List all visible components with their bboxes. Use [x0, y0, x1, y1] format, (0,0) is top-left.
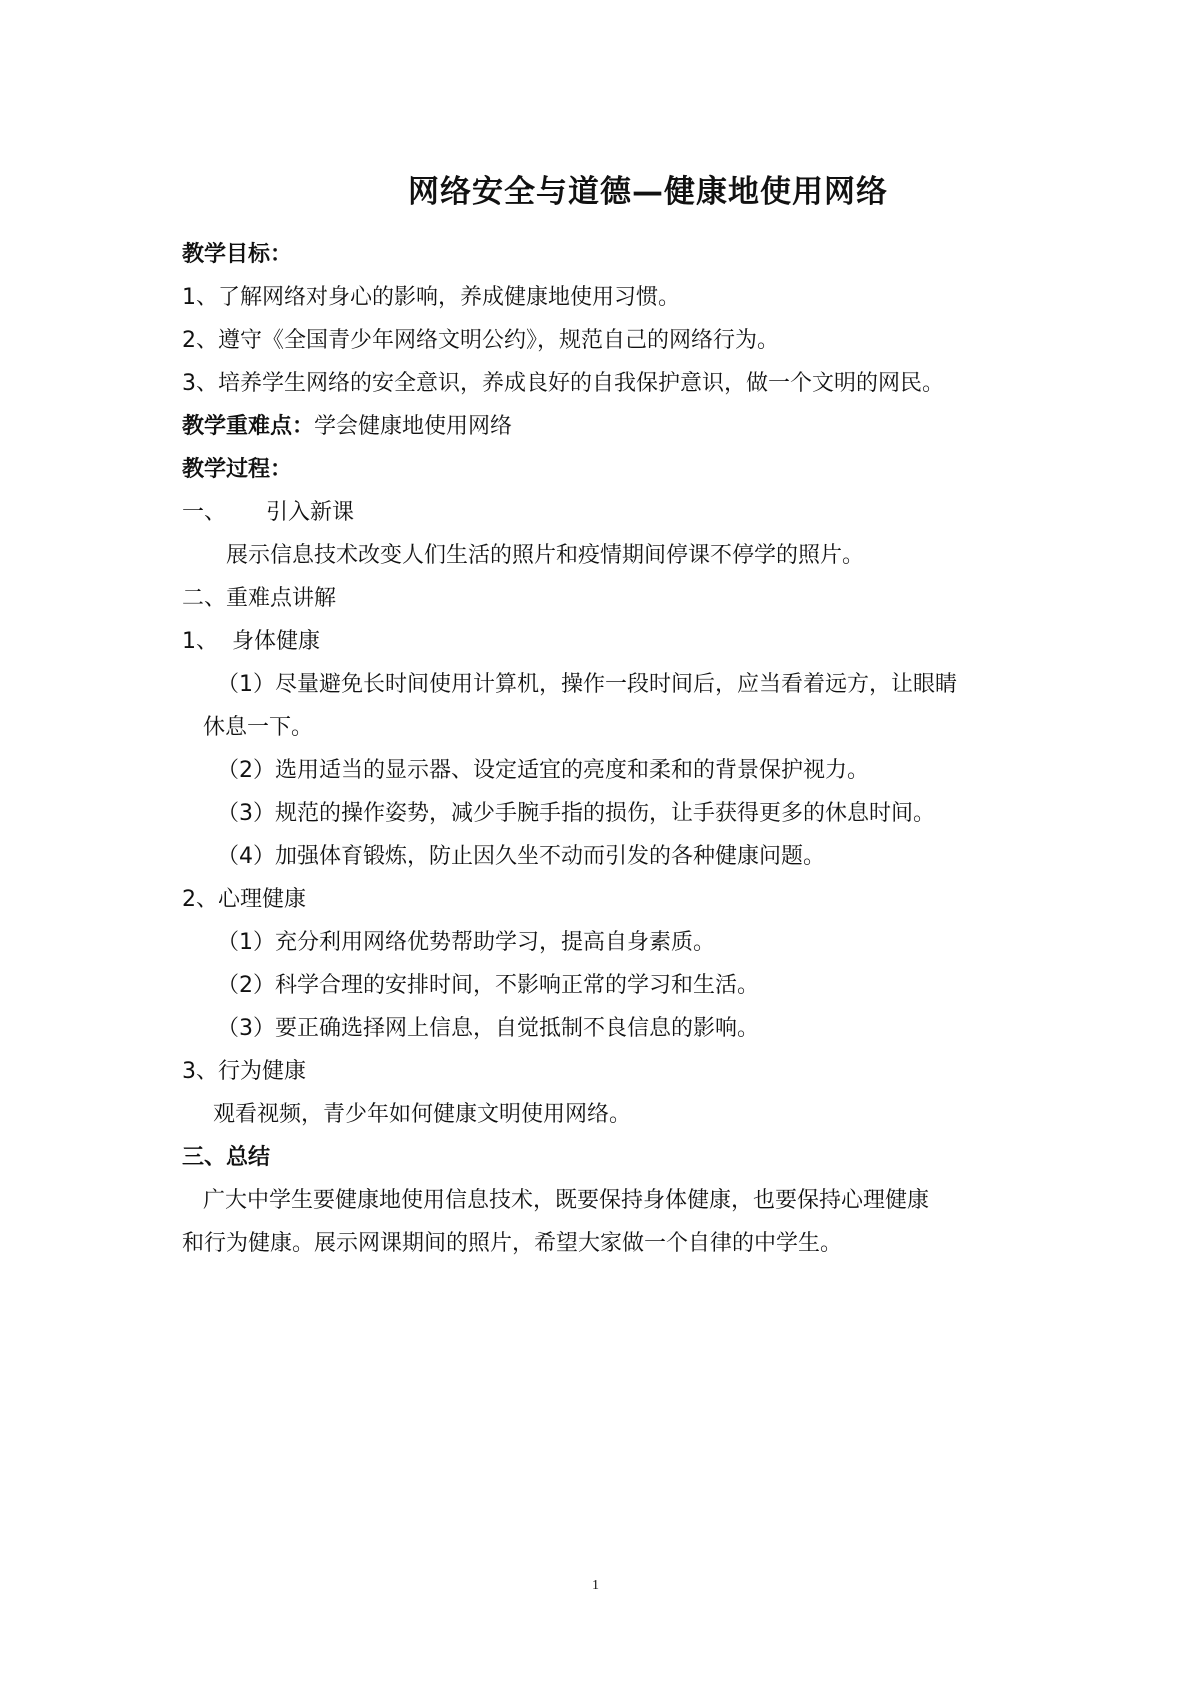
mental-item-1: （1）充分利用网络优势帮助学习，提高自身素质。: [217, 930, 715, 955]
summary-line-1: 广大中学生要健康地使用信息技术，既要保持身体健康，也要保持心理健康: [203, 1188, 930, 1213]
behavior-heading: 3、行为健康: [182, 1059, 306, 1084]
objectives-heading: 教学目标：: [182, 242, 293, 267]
key-points-text: 学会健康地使用网络: [314, 414, 513, 439]
mental-item-3: （3）要正确选择网上信息，自觉抵制不良信息的影响。: [217, 1016, 759, 1041]
objective-item-1: 1、了解网络对身心的影响，养成健康地使用习惯。: [182, 285, 680, 310]
mental-heading: 2、心理健康: [182, 887, 306, 912]
section1-heading: [182, 498, 354, 528]
key-points: [182, 412, 512, 442]
page-title: 网络安全与道德—健康地使用网络: [408, 174, 888, 210]
physical-item-4: （4）加强体育锻炼，防止因久坐不动而引发的各种健康问题。: [217, 844, 825, 869]
physical-heading: [182, 627, 320, 657]
objective-item-3: 3、培养学生网络的安全意识，养成良好的自我保护意识，做一个文明的网民。: [182, 371, 944, 396]
behavior-text: 观看视频，青少年如何健康文明使用网络。: [213, 1102, 632, 1127]
section3-heading: 三、总结: [182, 1145, 271, 1170]
physical-item-1: （1）尽量避免长时间使用计算机，操作一段时间后，应当看着远方，让眼睛: [217, 672, 957, 697]
process-heading: 教学过程：: [182, 457, 293, 482]
physical-item-1-cont: 休息一下。: [203, 715, 314, 740]
section1-title: 引入新课: [266, 500, 355, 525]
objective-item-2: 2、遵守《全国青少年网络文明公约》，规范自己的网络行为。: [182, 328, 779, 353]
page-number: 1: [592, 1578, 599, 1593]
physical-title: 身体健康: [232, 629, 321, 654]
physical-item-2: （2）选用适当的显示器、设定适宜的亮度和柔和的背景保护视力。: [217, 758, 869, 783]
section1-text: 展示信息技术改变人们生活的照片和疫情期间停课不停学的照片。: [226, 543, 865, 568]
summary-line-2: 和行为健康。展示网课期间的照片，希望大家做一个自律的中学生。: [182, 1231, 843, 1256]
key-points-label: 教学重难点：: [182, 414, 315, 439]
mental-item-2: （2）科学合理的安排时间，不影响正常的学习和生活。: [217, 973, 759, 998]
physical-number: 1、: [182, 629, 218, 654]
section2-heading: 二、重难点讲解: [182, 586, 337, 611]
section1-number: 一、: [182, 500, 227, 525]
physical-item-3: （3）规范的操作姿势，减少手腕手指的损伤，让手获得更多的休息时间。: [217, 801, 935, 826]
